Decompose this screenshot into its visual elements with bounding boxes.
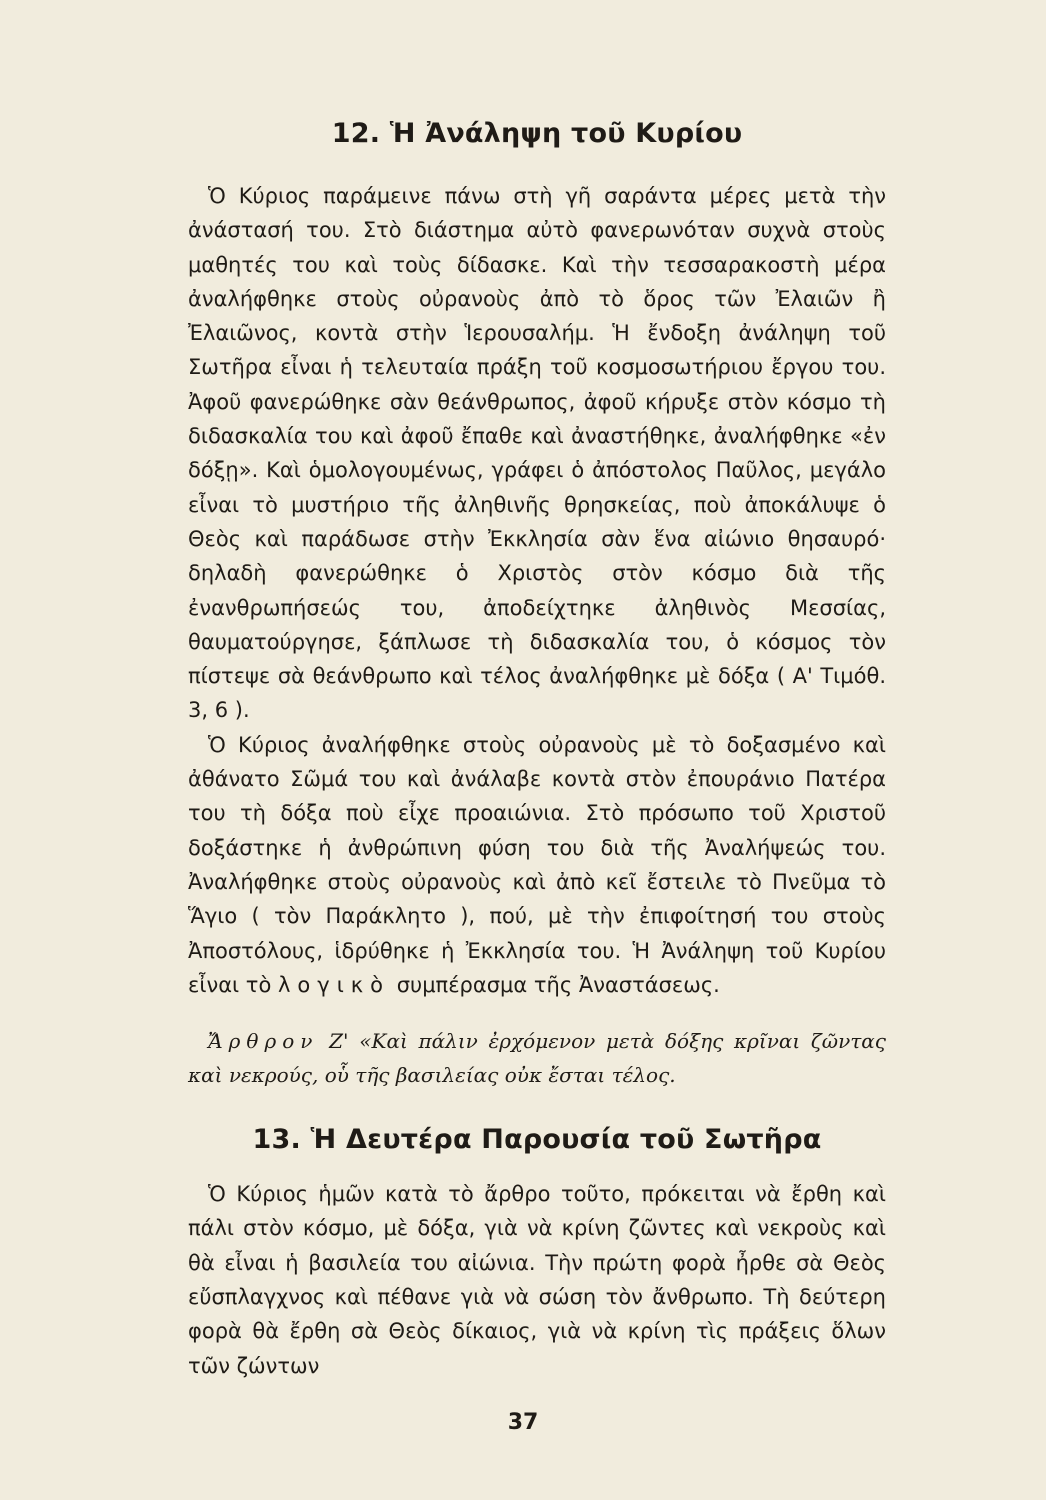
creed-article-label: Ἄρθρον (208, 1029, 319, 1054)
section-13-title: 13. Ἡ Δευτέρα Παρουσία τοῦ Σωτῆρα (252, 1124, 822, 1156)
page-number: 37 (507, 1410, 539, 1435)
paragraph-2-ending: συμπέρασμα τῆς Ἀναστάσεως. (396, 972, 720, 997)
section-12-paragraph-1: Ὁ Κύριος παράμεινε πάνω στὴ γῆ σαράντα μέρες μετὰ τὴν ἀνάστασή του. Στὸ διάστημα αὐτὸ φανερωνόταν συχνὰ στοὺς μαθητές του καὶ τοὺς δίδασκε. Καὶ τὴν τεσσαρακοστὴ μέρα ἀναλήφθηκε στοὺς οὐρανοὺς ἀπὸ τὸ ὅρος τῶν Ἐλαιῶν ἢ Ἐλαιῶνος, κοντὰ στὴν Ἱερουσαλήμ. Ἡ ἔνδοξη ἀνάληψη τοῦ Σωτῆρα εἶναι ἡ τελευταία πράξη τοῦ κοσμοσωτήριου ἔργου του. Ἀφοῦ φανερώθηκε σὰν θεάνθρωπος, ἀφοῦ κήρυξε στὸν κόσμο τὴ διδασκαλία του καὶ ἀφοῦ ἔπαθε καὶ ἀναστήθηκε, ἀναλήφθηκε «ἐν δόξῃ». Καὶ ὁμολογουμένως, γράφει ὁ ἀπόστολος Παῦλος, μεγάλο εἶναι τὸ μυστήριο τῆς ἀληθινῆς θρησκείας, ποὺ ἀποκάλυψε ὁ Θεὸς καὶ παράδωσε στὴν Ἐκκλησία σὰν ἕνα αἰώνιο θησαυρό· δηλαδὴ φανερώθηκε ὁ Χριστὸς στὸν κόσμο διὰ τῆς ἐνανθρωπήσεώς του, ἀποδείχτηκε ἀληθινὸς Μεσσίας, θαυματούργησε, ξάπλωσε τὴ διδασκαλία του, ὁ κόσμος τὸν πίστεψε σὰ θεάνθρωπο καὶ τέλος ἀναλήφθηκε μὲ δόξα ( Α' Τιμόθ. 3, 6 ). (188, 184, 886, 723)
creed-article-text: «Καὶ πάλιν ἐρχόμενον μετὰ δόξης κρῖναι ζῶντας καὶ νεκρούς, οὗ τῆς βασιλείας οὐκ ἔσται τέλος. (188, 1029, 887, 1088)
section-12-paragraph-2 (188, 728, 886, 1002)
section-12-title: 12. Ἡ Ἀνάληψη τοῦ Κυρίου (331, 118, 743, 149)
emphasized-word: λογικὸ (278, 972, 391, 997)
creed-article-number: Ζ' (329, 1029, 349, 1054)
section-13-paragraph: Ὁ Κύριος ἡμῶν κατὰ τὸ ἄρθρο τοῦτο, πρόκειται νὰ ἔρθη καὶ πάλι στὸν κόσμο, μὲ δόξα, γιὰ νὰ κρίνη ζῶντες καὶ νεκροὺς καὶ θὰ εἶναι ἡ βασιλεία του αἰώνια. Τὴν πρώτη φορὰ ἦρθε σὰ Θεὸς εὔσπλαγχνος καὶ πέθανε γιὰ νὰ σώση τὸν ἄνθρωπο. Τὴ δεύτερη φορὰ θὰ ἔρθη σὰ Θεὸς δίκαιος, γιὰ νὰ κρίνη τὶς πράξεις ὅλων τῶν ζώντων (188, 1182, 886, 1378)
paragraph-2-text: Ὁ Κύριος ἀναλήφθηκε στοὺς οὐρανοὺς μὲ τὸ δοξασμένο καὶ ἀθάνατο Σῶμά του καὶ ἀνάλαβε κοντὰ στὸν ἐπουράνιο Πατέρα του τὴ δόξα ποὺ εἶχε προαιώνια. Στὸ πρόσωπο τοῦ Χριστοῦ δοξάστηκε ἡ ἀνθρώπινη φύση του διὰ τῆς Ἀναλήψεώς του. Ἀναλήφθηκε στοὺς οὐρανοὺς καὶ ἀπὸ κεῖ ἔστειλε τὸ Πνεῦμα τὸ Ἅγιο ( τὸν Παράκλητο ), πού, μὲ τὴν ἐπιφοίτησή του στοὺς Ἀποστόλους, ἱδρύθηκε ἡ Ἐκκλησία του. Ἡ Ἀνάληψη τοῦ Κυρίου εἶναι τὸ (188, 732, 886, 997)
creed-article (188, 1024, 886, 1092)
